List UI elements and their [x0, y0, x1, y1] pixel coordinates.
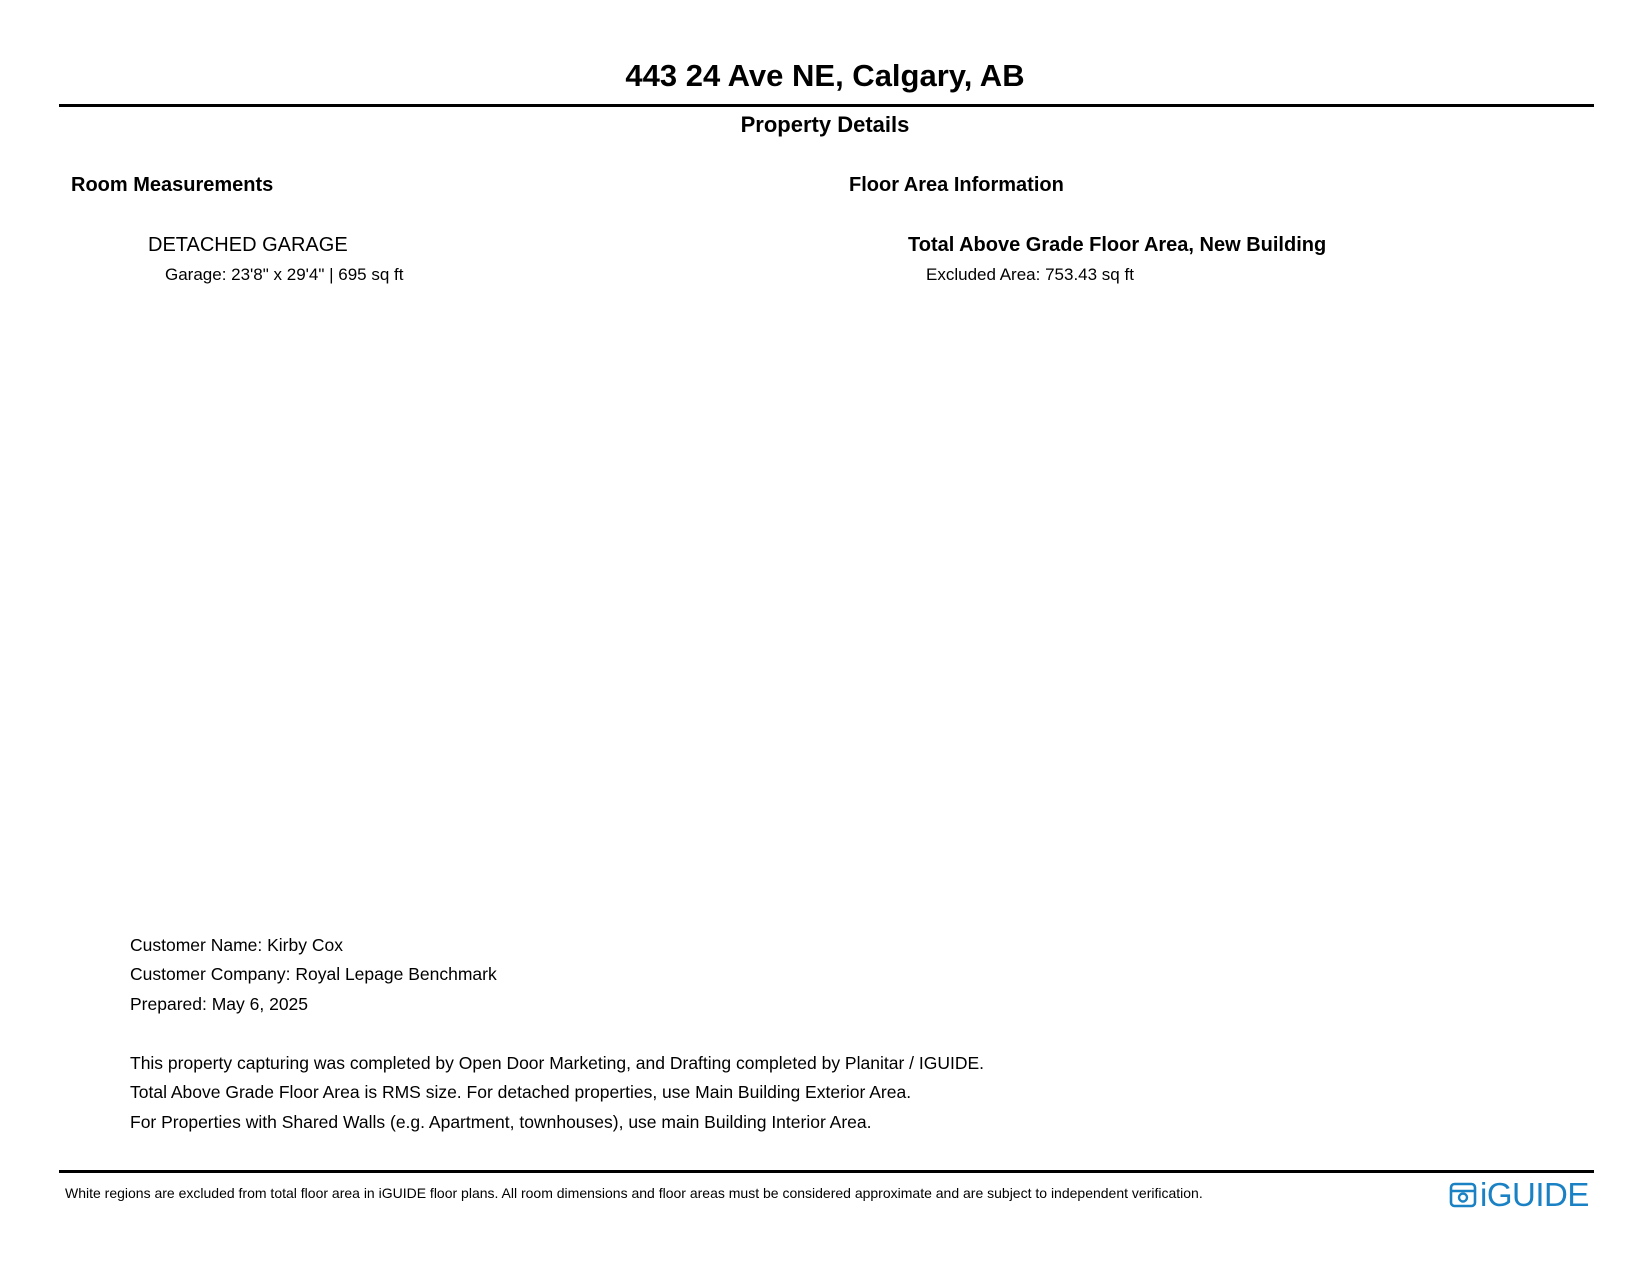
- header-divider: [59, 104, 1594, 107]
- room-group-heading: DETACHED GARAGE: [148, 234, 348, 256]
- floor-area-group-heading: Total Above Grade Floor Area, New Building: [908, 234, 1327, 256]
- footer-disclaimer: White regions are excluded from total floor area in iGUIDE floor plans. All room dimensions and floor areas must be considered approximate and are subject to independent verification.: [65, 1185, 1203, 1201]
- page-title: 443 24 Ave NE, Calgary, AB: [625, 58, 1025, 93]
- room-measurements-heading: Room Measurements: [71, 174, 274, 196]
- floor-area-heading: Floor Area Information: [849, 174, 1064, 196]
- customer-name: Customer Name: Kirby Cox: [130, 935, 343, 955]
- floor-area-item: Excluded Area: 753.43 sq ft: [926, 265, 1134, 284]
- page-subtitle: Property Details: [740, 112, 910, 137]
- customer-company: Customer Company: Royal Lepage Benchmark: [130, 964, 497, 984]
- room-measurement-item: Garage: 23'8" x 29'4" | 695 sq ft: [165, 265, 404, 284]
- note-line: For Properties with Shared Walls (e.g. Apartment, townhouses), use main Building Interior Area.: [130, 1112, 872, 1132]
- note-line: Total Above Grade Floor Area is RMS size. For detached properties, use Main Building Exterior Area.: [130, 1082, 912, 1102]
- footer-divider: [59, 1170, 1594, 1173]
- logo-wordmark: iGUIDE: [1480, 1176, 1589, 1213]
- iguide-camera-icon: [1449, 1181, 1477, 1209]
- iguide-logo: [1449, 1178, 1589, 1212]
- note-line: This property capturing was completed by Open Door Marketing, and Drafting completed by Planitar / IGUIDE.: [130, 1053, 985, 1073]
- prepared-date: Prepared: May 6, 2025: [130, 994, 309, 1014]
